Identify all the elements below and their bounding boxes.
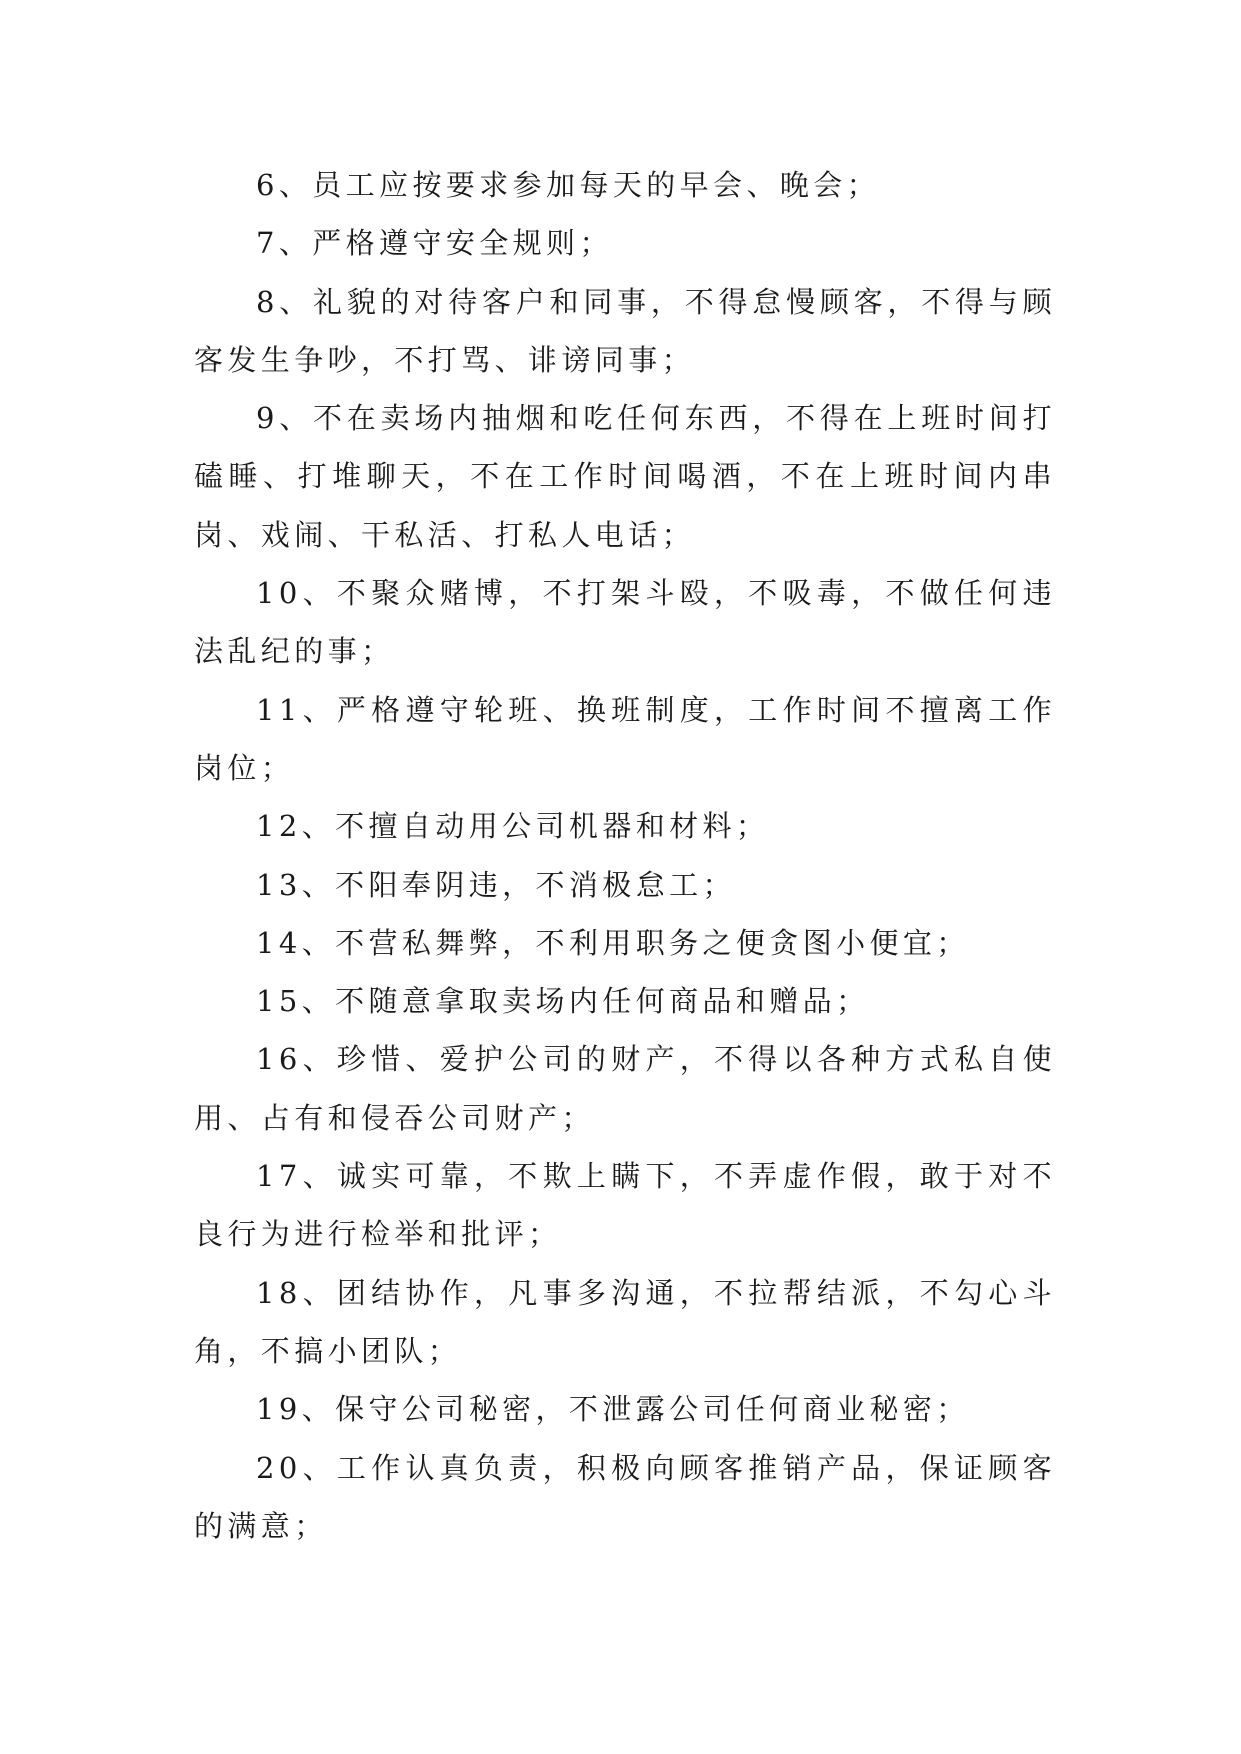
- rule-item-20: 20、工作认真负责，积极向顾客推销产品，保证顾客的满意；: [194, 1450, 1056, 1543]
- document-body: [194, 156, 1056, 1555]
- rule-item-7: 7、严格遵守安全规则；: [256, 226, 613, 261]
- rule-item-11: 11、严格遵守轮班、换班制度，工作时间不擅离工作岗位；: [194, 692, 1056, 785]
- rule-item-16: 16、珍惜、爱护公司的财产，不得以各种方式私自使用、占有和侵吞公司财产；: [194, 1042, 1056, 1135]
- rule-item-8: 8、礼貌的对待客户和同事，不得怠慢顾客，不得与顾客发生争吵，不打骂、诽谤同事；: [194, 284, 1056, 377]
- rule-item-13: 13、不阳奉阴违，不消极怠工；: [256, 867, 736, 902]
- rule-item-10: 10、不聚众赌博，不打架斗殴，不吸毒，不做任何违法乱纪的事；: [194, 576, 1056, 669]
- rule-item-12: 12、不擅自动用公司机器和材料；: [256, 809, 770, 844]
- rule-item-15: 15、不随意拿取卖场内任何商品和赠品；: [256, 984, 870, 1019]
- rule-item-19: 19、保守公司秘密，不泄露公司任何商业秘密；: [256, 1392, 970, 1427]
- rule-item-6: 6、员工应按要求参加每天的早会、晚会；: [256, 168, 881, 202]
- rule-item-9: 9、不在卖场内抽烟和吃任何东西，不得在上班时间打磕睡、打堆聊天，不在工作时间喝酒，不在上班时间内串岗、戏闹、干私活、打私人电话；: [194, 401, 1056, 552]
- rule-item-14: 14、不营私舞弊，不利用职务之便贪图小便宜；: [256, 925, 970, 960]
- rule-item-18: 18、团结协作，凡事多沟通，不拉帮结派，不勾心斗角，不搞小团队；: [194, 1275, 1056, 1368]
- rule-item-17: 17、诚实可靠，不欺上瞒下，不弄虚作假，敢于对不良行为进行检举和批评；: [194, 1159, 1056, 1252]
